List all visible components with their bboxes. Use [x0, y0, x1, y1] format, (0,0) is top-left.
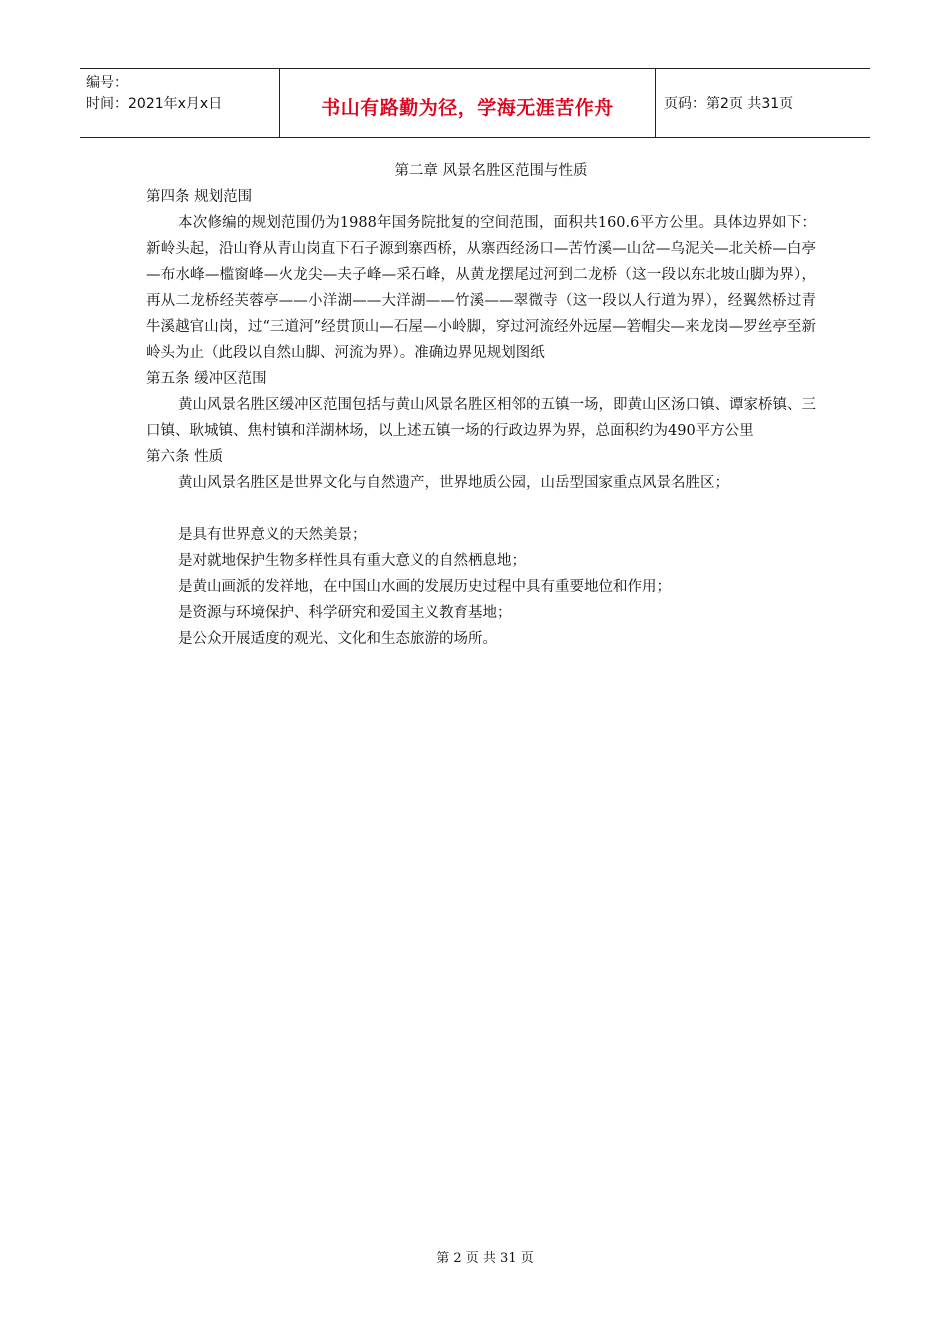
page-footer: 第 2 页 共 31 页: [436, 1251, 534, 1266]
header-page-label: 页码：第2页 共31页: [664, 96, 794, 112]
header-motto: 书山有路勤为径，学海无涯苦作舟: [280, 69, 656, 137]
blank-line: [146, 496, 816, 522]
header-table: [80, 68, 870, 138]
list-item: 是对就地保护生物多样性具有重大意义的自然栖息地；: [178, 553, 526, 569]
date-label: 时间：2021年x月x日: [86, 96, 223, 112]
article-4-body: 本次修编的规划范围仍为1988年国务院批复的空间范围，面积共160.6平方公里。具体边界如下：新岭头起，沿山脊从青山岗直下石子源到寨西桥，从寨西经汤口—苦竹溪—山岔—乌泥关—北关桥—白亭—布水峰—槛窗峰—火龙尖—夫子峰—采石峰，从黄龙摆尾过河到二龙桥（这一段以东北坡山脚为界），再从二龙桥经芙蓉亭——小洋湖——大洋湖——竹溪——翠微寺（这一段以人行道为界），经翼然桥过青牛溪越官山岗，过“三道河”经贯顶山—石屋—小岭脚，穿过河流经外远屋—箬帽尖—来龙岗—罗丝亭至新岭头为止（此段以自然山脚、河流为界）。准确边界见规划图纸: [146, 215, 816, 361]
number-label: 编号：: [86, 75, 128, 91]
article-4-title: 第四条 规划范围: [146, 189, 253, 205]
article-5-title: 第五条 缓冲区范围: [146, 371, 267, 387]
article-5-body: 黄山风景名胜区缓冲区范围包括与黄山风景名胜区相邻的五镇一场，即黄山区汤口镇、谭家桥镇、三口镇、耿城镇、焦村镇和洋湖林场，以上述五镇一场的行政边界为界，总面积约为490平方公里: [146, 397, 816, 439]
chapter-title: 第二章 风景名胜区范围与性质: [394, 163, 588, 179]
list-item: 是黄山画派的发祥地，在中国山水画的发展历史过程中具有重要地位和作用；: [178, 579, 671, 595]
list-item: 是公众开展适度的观光、文化和生态旅游的场所。: [178, 631, 497, 647]
list-item: 是具有世界意义的天然美景；: [178, 527, 367, 543]
list-item: 是资源与环境保护、科学研究和爱国主义教育基地；: [178, 605, 512, 621]
article-6-body: 黄山风景名胜区是世界文化与自然遗产，世界地质公园，山岳型国家重点风景名胜区；: [178, 475, 729, 491]
document-body: [146, 158, 816, 652]
article-6-title: 第六条 性质: [146, 449, 224, 465]
header-meta: [80, 69, 280, 137]
